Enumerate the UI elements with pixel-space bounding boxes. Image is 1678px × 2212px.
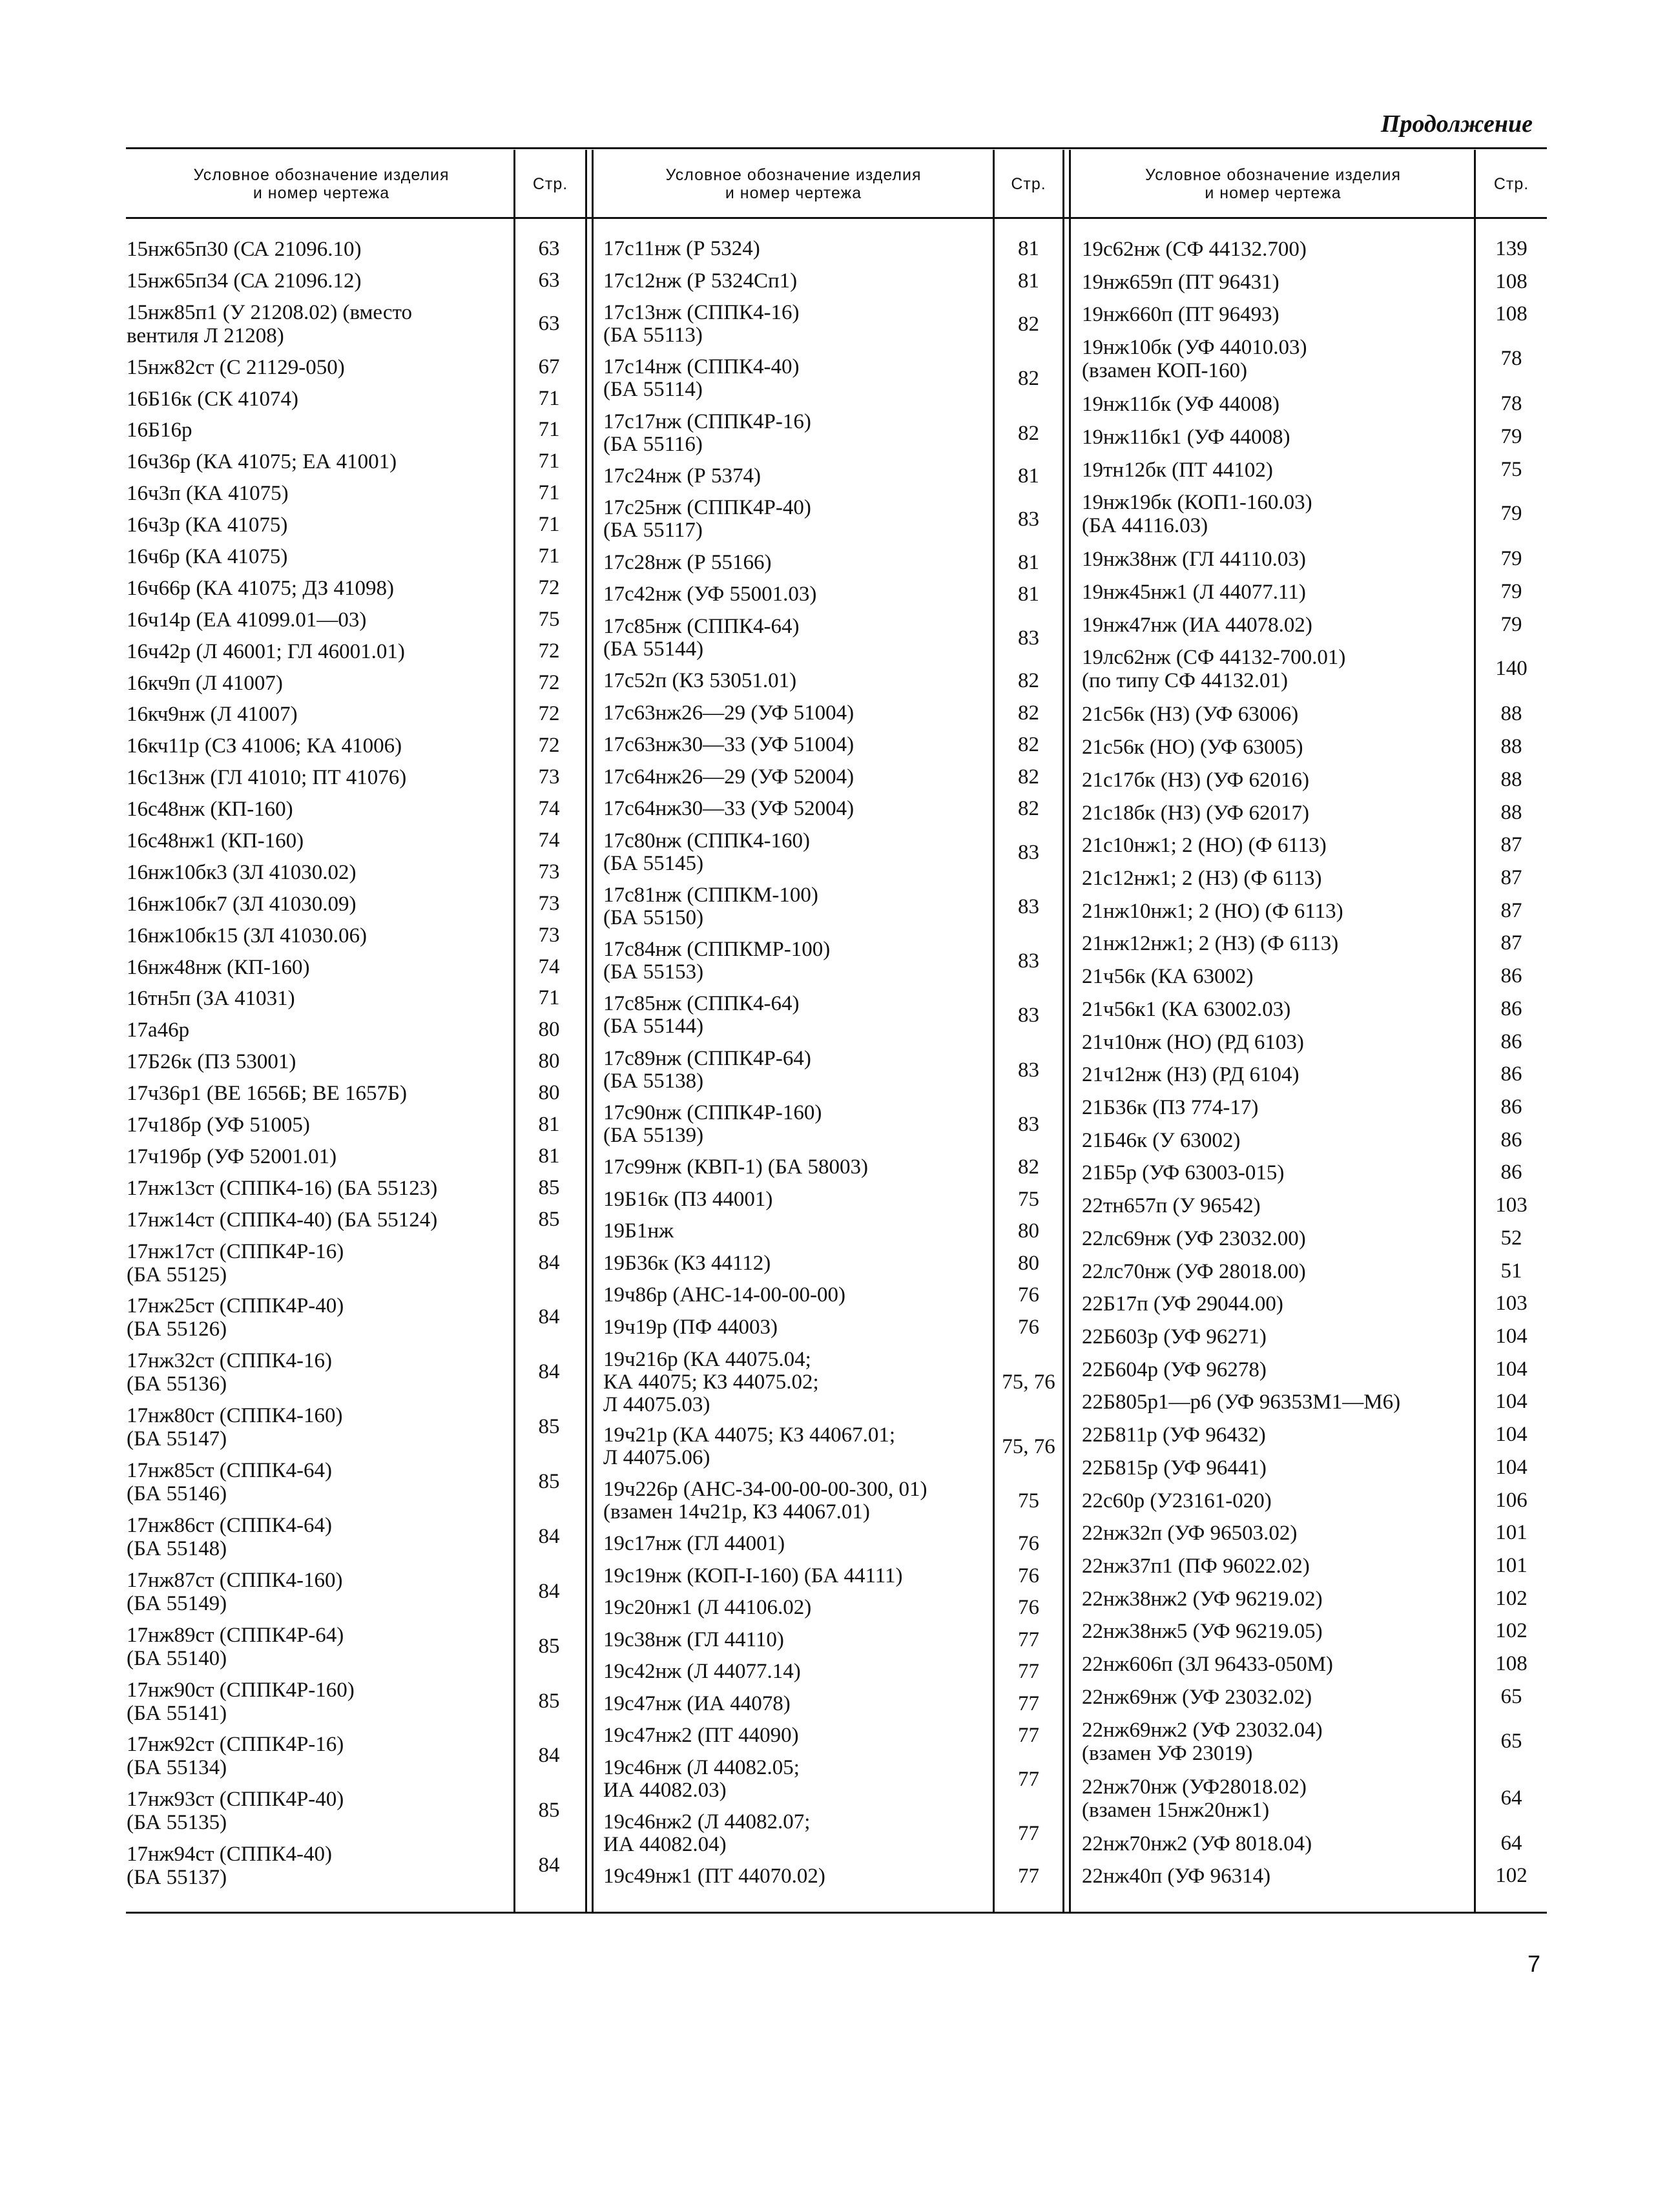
page-ref: 81 [1018,583,1039,606]
table-bottom-rule [126,1912,1547,1914]
page-ref: 72 [538,575,560,599]
list-item: 21Б5р (УФ 63003-015) [1082,1161,1285,1185]
list-item: 16ч3р (КА 41075) [127,513,288,537]
page-ref: 81 [1018,269,1039,293]
list-item: 21нж10нж1; 2 (НО) (Ф 6113) [1082,899,1343,923]
list-item: 17ч36р1 (ВЕ 1656Б; ВЕ 1657Б) [127,1082,407,1106]
list-item: 19нж11бк1 (УФ 44008) [1082,425,1290,449]
list-item: 17нж86ст (СППК4-64) (БА 55148) [127,1513,332,1560]
page-ref: 79 [1500,502,1522,526]
page-ref: 80 [538,1018,560,1042]
page-ref: 75 [538,607,560,631]
page-ref: 101 [1495,1553,1528,1577]
col2-page-header: Стр. [1011,174,1046,193]
page-ref: 72 [538,702,560,726]
list-item: 16кч9нж (Л 41007) [127,703,298,727]
list-item: 21с18бк (НЗ) (УФ 62017) [1082,801,1310,825]
list-item: 16с48нж (КП-160) [127,798,293,822]
list-item: 17а46р [127,1018,190,1042]
page-ref: 85 [538,1470,560,1494]
continuation-label: Продолжение [1380,110,1533,138]
page-ref: 86 [1500,1095,1522,1119]
list-item: 17с52п (КЗ 53051.01) [603,668,797,692]
list-item: 16ч66р (КА 41075; ДЗ 41098) [127,576,394,600]
page-ref: 81 [1018,464,1039,488]
page-number: 7 [1527,1950,1540,1977]
list-item: 17с25нж (СППК4Р-40) (БА 55117) [603,496,811,543]
list-item: 19с47нж2 (ПТ 44090) [603,1724,799,1748]
list-item: 19с17нж (ГЛ 44001) [603,1531,785,1555]
page-ref: 86 [1500,997,1522,1020]
list-item: 17нж87ст (СППК4-160) (БА 55149) [127,1568,343,1615]
list-item: 21ч12нж (НЗ) (РД 6104) [1082,1063,1300,1087]
page-ref: 83 [1018,949,1039,973]
page-ref: 88 [1500,767,1522,791]
col1-right-border-a [585,150,587,1912]
page-ref: 75 [1500,457,1522,481]
page-ref: 82 [1018,765,1039,789]
list-item: 17нж85ст (СППК4-64) (БА 55146) [127,1459,332,1506]
list-item: 19с47нж (ИА 44078) [603,1691,791,1715]
list-item: 22нж606п (ЗЛ 96433-050М) [1082,1653,1333,1677]
list-item: 19нж19бк (КОП1-160.03) (БА 44116.03) [1082,491,1312,538]
page-ref: 87 [1500,898,1522,922]
list-item: 19Б36к (КЗ 44112) [603,1251,771,1275]
list-item: 16нж10бк15 (ЗЛ 41030.06) [127,924,367,947]
list-item: 17нж92ст (СППК4Р-16) (БА 55134) [127,1733,344,1780]
list-item: 21ч56к (КА 63002) [1082,965,1254,989]
list-item: 15нж65п34 (СА 21096.12) [127,269,362,293]
page-ref: 74 [538,955,560,978]
list-item: 21нж12нж1; 2 (НЗ) (Ф 6113) [1082,932,1339,956]
list-item: 17с14нж (СППК4-40) (БА 55114) [603,355,800,402]
list-item: 16нж48нж (КП-160) [127,955,310,979]
page-ref: 86 [1500,1029,1522,1053]
table-top-rule [126,147,1547,149]
page-ref: 77 [1018,1628,1039,1651]
list-item: 16ч14р (ЕА 41099.01—03) [127,608,367,632]
list-item: 19нж659п (ПТ 96431) [1082,270,1279,294]
list-item: 17с99нж (КВП-1) (БА 58003) [603,1155,869,1179]
list-item: 21с10нж1; 2 (НО) (Ф 6113) [1082,834,1327,858]
list-item: 19Б16к (ПЗ 44001) [603,1187,773,1211]
page-ref: 63 [538,268,560,292]
page-ref: 82 [1018,733,1039,757]
col3-name-header: Условное обозначение изделия и номер чертежа [1145,165,1401,202]
list-item: 19тн12бк (ПТ 44102) [1082,458,1273,482]
page-ref: 73 [538,891,560,915]
list-item: 17с11нж (Р 5324) [603,237,760,260]
page-ref: 80 [1018,1251,1039,1275]
list-item: 16ч6р (КА 41075) [127,544,288,568]
list-item: 19Б1нж [603,1219,674,1243]
page-ref: 82 [1018,367,1039,391]
page-ref: 82 [1018,1155,1039,1179]
page-ref: 85 [538,1689,560,1713]
page-ref: 83 [1018,1058,1039,1082]
list-item: 19нж47нж (ИА 44078.02) [1082,613,1312,637]
list-item: 17нж17ст (СППК4Р-16) (БА 55125) [127,1239,344,1287]
page-ref: 71 [538,450,560,473]
page-ref: 71 [538,513,560,537]
page-ref: 72 [538,639,560,663]
list-item: 19ч86р (АНС-14-00-00-00) [603,1283,845,1307]
list-item: 17нж14ст (СППК4-40) (БА 55124) [127,1208,438,1232]
page-ref: 77 [1018,1660,1039,1684]
list-item: 17с85нж (СППК4-64) (БА 55144) [603,614,800,661]
list-item: 17с13нж (СППК4-16) (БА 55113) [603,301,800,347]
page-ref: 108 [1495,269,1528,293]
page-ref: 73 [538,765,560,789]
page-ref: 76 [1018,1596,1039,1620]
list-item: 17ч19бр (УФ 52001.01) [127,1144,337,1168]
list-item: 19нж38нж (ГЛ 44110.03) [1082,548,1306,572]
page-ref: 77 [1018,1691,1039,1715]
page-ref: 84 [538,1360,560,1384]
list-item: 16с48нж1 (КП-160) [127,829,304,853]
page-ref: 65 [1500,1684,1522,1708]
page-ref: 78 [1500,347,1522,371]
list-item: 17с12нж (Р 5324Сп1) [603,269,798,293]
page-ref: 84 [538,1579,560,1603]
list-item: 21Б46к (У 63002) [1082,1128,1241,1152]
page-ref: 83 [1018,895,1039,919]
page-ref: 64 [1500,1786,1522,1810]
list-item: 17с64нж26—29 (УФ 52004) [603,765,855,789]
page-ref: 86 [1500,1161,1522,1184]
col2-right-border-b [1069,150,1071,1912]
page-ref: 85 [538,1207,560,1231]
page-ref: 64 [1500,1831,1522,1855]
list-item: 22тн657п (У 96542) [1082,1194,1261,1218]
page-ref: 108 [1495,302,1528,326]
list-item: 17с81нж (СППКМ-100) (БА 55150) [603,884,818,930]
page-ref: 73 [538,923,560,947]
list-item: 16с13нж (ГЛ 41010; ПТ 41076) [127,766,407,790]
page-ref: 65 [1500,1729,1522,1753]
list-item: 16тн5п (ЗА 41031) [127,987,295,1011]
list-item: 17нж89ст (СППК4Р-64) (БА 55140) [127,1623,344,1670]
list-item: 17нж93ст (СППК4Р-40) (БА 55135) [127,1788,344,1835]
list-item: 19нж45нж1 (Л 44077.11) [1082,581,1306,605]
page-ref: 81 [1018,237,1039,260]
page-ref: 103 [1495,1292,1528,1316]
col1-right-border-b [592,150,594,1912]
page-ref: 74 [538,829,560,852]
list-item: 17с17нж (СППК4Р-16) (БА 55116) [603,409,811,456]
page-ref: 140 [1495,657,1528,681]
list-item: 19с46нж (Л 44082.05; ИА 44082.03) [603,1756,800,1802]
list-item: 16нж10бк7 (ЗЛ 41030.09) [127,892,357,916]
page-ref: 80 [538,1081,560,1105]
page-ref: 77 [1018,1724,1039,1748]
list-item: 17с80нж (СППК4-160) (БА 55145) [603,829,811,875]
page-ref: 102 [1495,1619,1528,1643]
page-ref: 75 [1018,1489,1039,1513]
list-item: 17с63нж30—33 (УФ 51004) [603,733,855,757]
col2-name-header: Условное обозначение изделия и номер чертежа [665,165,922,202]
page-ref: 88 [1500,702,1522,726]
list-item: 16кч9п (Л 41007) [127,671,283,695]
list-item: 17с63нж26—29 (УФ 51004) [603,701,855,725]
page-ref: 103 [1495,1194,1528,1217]
list-item: 21с56к (НО) (УФ 63005) [1082,736,1303,760]
page-ref: 77 [1018,1865,1039,1888]
list-item: 22нж69нж2 (УФ 23032.04) (взамен УФ 23019) [1082,1718,1323,1765]
page-ref: 77 [1018,1768,1039,1791]
list-item: 17с64нж30—33 (УФ 52004) [603,797,855,821]
col1-page-header: Стр. [532,174,568,193]
list-item: 17с84нж (СППКМР-100) (БА 55153) [603,938,831,984]
list-item: 16ч3п (КА 41075) [127,482,289,506]
list-item: 16Б16р [127,419,192,442]
page-ref: 84 [538,1305,560,1329]
page-ref: 63 [538,311,560,335]
list-item: 15нж65п30 (СА 21096.10) [127,238,362,261]
page-ref: 78 [1500,392,1522,416]
list-item: 19с42нж (Л 44077.14) [603,1660,801,1684]
page-ref: 88 [1500,800,1522,824]
page-ref: 72 [538,734,560,758]
list-item: 22нж32п (УФ 96503.02) [1082,1522,1298,1545]
page-ref: 84 [538,1744,560,1768]
page-ref: 88 [1500,735,1522,759]
page-ref: 104 [1495,1324,1528,1348]
list-item: 22лс70нж (УФ 28018.00) [1082,1259,1306,1283]
page-ref: 71 [538,544,560,568]
list-item: 22Б17п (УФ 29044.00) [1082,1292,1283,1316]
list-item: 15нж82ст (С 21129-050) [127,355,345,379]
list-item: 22лс69нж (УФ 23032.00) [1082,1226,1306,1250]
page-ref: 71 [538,418,560,442]
list-item: 21ч56к1 (КА 63002.03) [1082,997,1291,1021]
list-item: 21с12нж1; 2 (НЗ) (Ф 6113) [1082,867,1322,891]
page-ref: 82 [1018,797,1039,821]
list-item: 22нж70нж (УФ28018.02) (взамен 15нж20нж1) [1082,1775,1307,1822]
list-item: 17нж94ст (СППК4-40) (БА 55137) [127,1843,332,1890]
list-item: 19ч216р (КА 44075.04; КА 44075; КЗ 44075.02; Л 44075.03) [603,1347,819,1416]
list-item: 22нж40п (УФ 96314) [1082,1865,1271,1888]
page-ref: 63 [538,237,560,260]
list-item: 16ч36р (КА 41075; ЕА 41001) [127,450,397,474]
list-item: 21ч10нж (НО) (РД 6103) [1082,1030,1304,1054]
page-ref: 71 [538,386,560,410]
page-ref: 71 [538,481,560,505]
list-item: 19нж11бк (УФ 44008) [1082,393,1280,417]
page-ref: 79 [1500,612,1522,636]
page-ref: 104 [1495,1423,1528,1447]
col3-page-header: Стр. [1493,174,1529,193]
list-item: 21Б36к (ПЗ 774-17) [1082,1096,1259,1119]
page-ref: 83 [1018,1112,1039,1136]
list-item: 19ч226р (АНС-34-00-00-00-300, 01) (взамен 14ч21р, КЗ 44067.01) [603,1477,927,1524]
list-item: 22с60р (У23161-020) [1082,1489,1272,1513]
page-ref: 102 [1495,1586,1528,1610]
page-ref: 80 [538,1049,560,1073]
page-ref: 75 [1018,1187,1039,1211]
list-item: 17с28нж (Р 55166) [603,550,772,574]
page-ref: 87 [1500,931,1522,955]
list-item: 19нж660п (ПТ 96493) [1082,303,1279,327]
page-ref: 82 [1018,668,1039,692]
page-ref: 108 [1495,1652,1528,1676]
list-item: 22Б604р (УФ 96278) [1082,1358,1267,1381]
col2-right-border-a [1062,150,1064,1912]
page-ref: 79 [1500,580,1522,604]
list-item: 17нж13ст (СППК4-16) (БА 55123) [127,1176,438,1200]
list-item: 16нж10бк3 (ЗЛ 41030.02) [127,860,357,884]
page-ref: 83 [1018,626,1039,650]
page-ref: 67 [538,355,560,378]
list-item: 16ч42р (Л 46001; ГЛ 46001.01) [127,639,405,663]
list-item: 19ч19р (ПФ 44003) [603,1315,778,1339]
list-item: 19нж10бк (УФ 44010.03) (взамен КОП-160) [1082,336,1307,383]
list-item: 17с85нж (СППК4-64) (БА 55144) [603,992,800,1039]
list-item: 17нж32ст (СППК4-16) (БА 55136) [127,1349,332,1396]
page-ref: 80 [1018,1219,1039,1243]
page-ref: 83 [1018,1004,1039,1028]
page-ref: 87 [1500,866,1522,890]
page-ref: 79 [1500,547,1522,571]
list-item: 16Б16к (СК 41074) [127,387,298,411]
page-ref: 79 [1500,424,1522,448]
page-ref: 81 [1018,550,1039,574]
list-item: 21с17бк (НЗ) (УФ 62016) [1082,768,1310,792]
page-ref: 76 [1018,1283,1039,1307]
list-item: 22нж69нж (УФ 23032.02) [1082,1685,1312,1709]
page-ref: 83 [1018,840,1039,864]
page-ref: 76 [1018,1531,1039,1555]
list-item: 19с46нж2 (Л 44082.07; ИА 44082.04) [603,1810,811,1857]
list-item: 19с19нж (КОП-I-160) (БА 44111) [603,1564,903,1587]
list-item: 15нж85п1 (У 21208.02) (вместо вентиля Л 21208) [127,300,412,347]
list-item: 19с20нж1 (Л 44106.02) [603,1596,812,1620]
page-ref: 102 [1495,1864,1528,1888]
page-ref: 86 [1500,1128,1522,1152]
list-item: 21с56к (НЗ) (УФ 63006) [1082,703,1299,727]
page-ref: 106 [1495,1488,1528,1512]
page-ref: 72 [538,670,560,694]
page-ref: 87 [1500,833,1522,857]
page-ref: 85 [538,1634,560,1658]
page-ref: 71 [538,986,560,1010]
page-ref: 85 [538,1799,560,1823]
list-item: 22Б815р (УФ 96441) [1082,1456,1267,1480]
list-item: 17нж25ст (СППК4Р-40) (БА 55126) [127,1294,344,1341]
page-ref: 75, 76 [1002,1434,1055,1458]
list-item: 19ч21р (КА 44075; КЗ 44067.01; Л 44075.06) [603,1423,896,1469]
page-ref: 104 [1495,1357,1528,1381]
list-item: 17с89нж (СППК4Р-64) (БА 55138) [603,1046,811,1093]
list-item: 16кч11р (СЗ 41006; КА 41006) [127,734,402,758]
list-item: 22Б811р (УФ 96432) [1082,1423,1266,1447]
page-ref: 76 [1018,1564,1039,1587]
list-item: 17ч18бр (УФ 51005) [127,1113,310,1137]
page-ref: 51 [1500,1259,1522,1283]
page-ref: 83 [1018,508,1039,532]
page-ref: 84 [538,1250,560,1274]
list-item: 17с42нж (УФ 55001.03) [603,583,817,606]
list-item: 19с49нж1 (ПТ 44070.02) [603,1865,825,1888]
col1-name-header: Условное обозначение изделия и номер чертежа [193,165,450,202]
page-ref: 84 [538,1524,560,1548]
page-ref: 75, 76 [1002,1370,1055,1394]
page-ref: 82 [1018,421,1039,445]
list-item: 17нж80ст (СППК4-160) (БА 55147) [127,1404,343,1451]
page-ref: 85 [538,1175,560,1199]
list-item: 22Б805р1—р6 (УФ 96353М1—М6) [1082,1390,1401,1414]
page-ref: 84 [538,1854,560,1877]
list-item: 22нж70нж2 (УФ 8018.04) [1082,1832,1312,1855]
list-item: 22нж38нж5 (УФ 96219.05) [1082,1620,1323,1644]
page-ref: 82 [1018,701,1039,725]
page-ref: 52 [1500,1226,1522,1250]
list-item: 17нж90ст (СППК4Р-160) (БА 55141) [127,1678,355,1725]
page-ref: 139 [1495,237,1528,260]
list-item: 22нж37п1 (ПФ 96022.02) [1082,1554,1310,1578]
list-item: 19с62нж (СФ 44132.700) [1082,238,1307,261]
list-item: 22Б603р (УФ 96271) [1082,1325,1267,1349]
page-ref: 82 [1018,313,1039,336]
page-ref: 104 [1495,1455,1528,1479]
page-ref: 104 [1495,1390,1528,1414]
list-item: 17Б26к (ПЗ 53001) [127,1050,296,1074]
list-item: 17с24нж (Р 5374) [603,464,761,488]
list-item: 17с90нж (СППК4Р-160) (БА 55139) [603,1101,822,1147]
page-ref: 74 [538,797,560,821]
list-item: 19с38нж (ГЛ 44110) [603,1628,784,1651]
list-item: 19лс62нж (СФ 44132-700.01) (по типу СФ 44132.01) [1082,646,1346,693]
page-ref: 101 [1495,1521,1528,1545]
page-ref: 76 [1018,1315,1039,1339]
page-ref: 73 [538,860,560,884]
page-ref: 86 [1500,964,1522,988]
page-ref: 86 [1500,1062,1522,1086]
page-ref: 77 [1018,1822,1039,1846]
page-ref: 81 [538,1113,560,1137]
page-ref: 85 [538,1415,560,1439]
list-item: 22нж38нж2 (УФ 96219.02) [1082,1587,1323,1611]
page-ref: 81 [538,1144,560,1168]
